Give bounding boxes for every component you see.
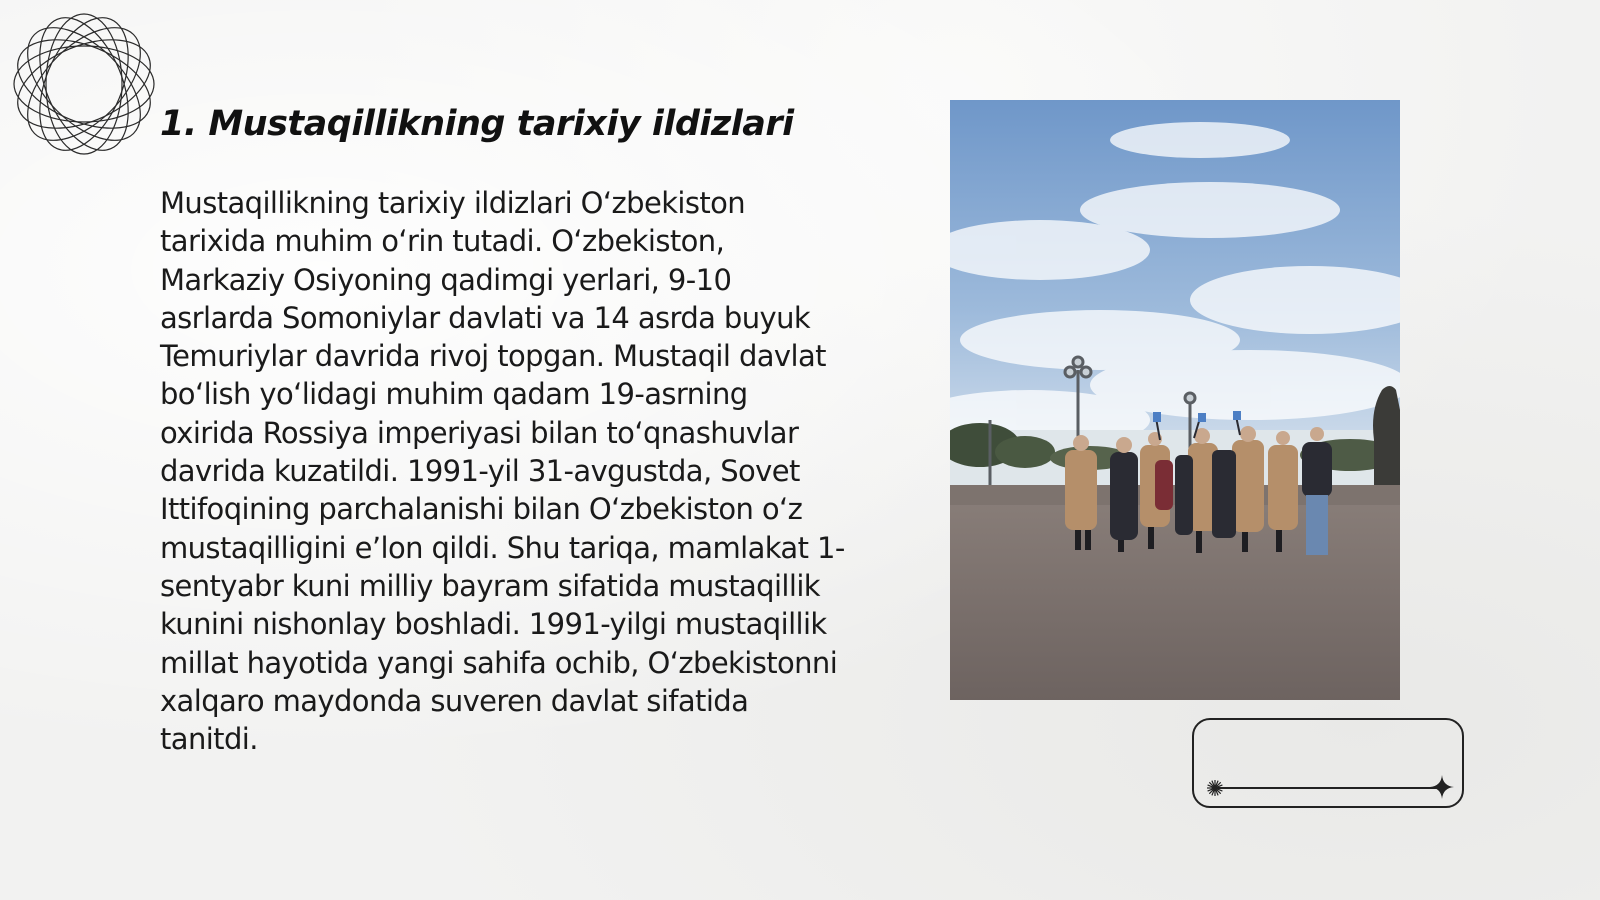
- ornament-ring: [22, 10, 146, 158]
- ornament-ring: [10, 22, 158, 146]
- spirograph-circle-icon: [10, 10, 158, 158]
- four-point-sparkle-icon: [1430, 775, 1454, 799]
- ornament-ring: [14, 46, 154, 122]
- ornament-ring: [46, 14, 122, 154]
- group-photo: [950, 100, 1400, 700]
- decorative-line: [1216, 787, 1442, 789]
- ornament-ring: [10, 10, 158, 158]
- slide-title: 1. Mustaqillikning tarixiy ildizlari: [160, 104, 794, 144]
- ornament-ring: [10, 10, 158, 158]
- slide-body-text: Mustaqillikning tarixiy ildizlari O‘zbekiston tarixida muhim o‘rin tutadi. O‘zbekiston, Markaziy Osiyoning qadimgi yerlari, 9-10 asrlarda Somoniylar davlati va 14 asrda buyuk Temuriylar davrida rivoj topgan. Mustaqil davlat bo‘lish yo‘lidagi muhim qadam 19-asrning oxirida Rossiya imperiyasi bilan to‘qnashuvlar davrida kuzatildi. 1991-yil 31-avgustda, Sovet Ittifoqining parchalanishi bilan O‘zbekiston o‘z mustaqilligini e’lon qildi. Shu tariqa, mamlakat 1-sentyabr kuni milliy bayram sifatida mustaqillik kunini nishonlay boshladi. 1991-yilgi mustaqillik millat hayotida yangi sahifa ochib, O‘zbekistonni xalqaro maydonda suveren davlat sifatida tanitdi.: [160, 186, 845, 757]
- decorative-frame: [1192, 718, 1464, 808]
- ornament-ring: [10, 22, 158, 146]
- sunburst-star-icon: [1205, 778, 1225, 798]
- statue: [1373, 386, 1400, 500]
- ornament-ring: [22, 10, 146, 158]
